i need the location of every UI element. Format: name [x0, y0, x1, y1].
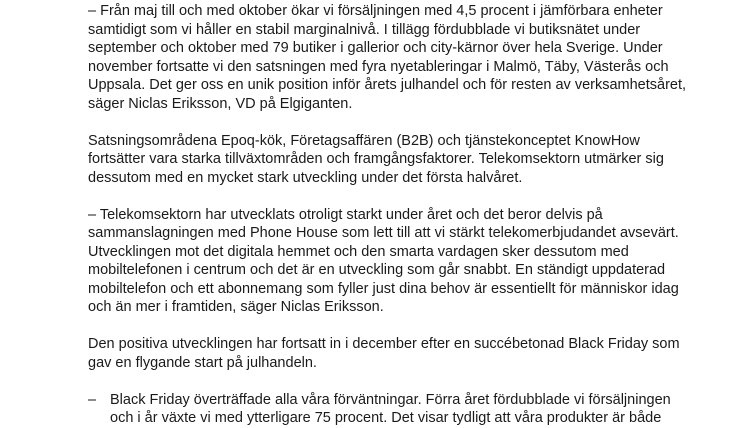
paragraph-december: Den positiva utvecklingen har fortsatt in i december efter en succébetonad Black Friday som gav en flygande start på julhandeln.: [88, 336, 680, 371]
bullet-black-friday: [88, 391, 688, 428]
bullet-text: Black Friday överträffade alla våra förväntningar. Förra året fördubblade vi försäljningen och i år växte vi med ytterligare 75 procent. Det visar tydligt att våra produkter är både: [110, 391, 671, 426]
document-body: [88, 2, 688, 428]
paragraph-telecom: – Telekomsektorn har utvecklats otroligt starkt under året och det beror delvis på sammanslagningen med Phone House som lett till att vi stärkt telekomerbjudandet avsevärt. Utvecklingen mot det digitala hemmet och den smarta vardagen sker dessutom med mobiltelefonen i centrum och det är en utveckling som går snabbt. En ständigt uppdaterad mobiltelefon och ett abonnemang som fyller just dina behov är essentiellt för människor idag och än mer i framtiden, säger Niclas Eriksson.: [88, 206, 679, 315]
paragraph-sales-growth: – Från maj till och med oktober ökar vi försäljningen med 4,5 procent i jämförbara enheter samtidigt som vi håller en stabil marginalnivå. I tillägg fördubblade vi butiksnätet under september och oktober med 79 butiker i gallerior och city-kärnor över hela Sverige. Under november fortsatte vi den satsningen med fyra nyetableringar i Malmö, Täby, Västerås och Uppsala. Det ger oss en unik position inför årets julhandel och för resten av verksamhetsåret, säger Niclas Eriksson, VD på Elgiganten.: [88, 3, 687, 112]
bullet-marker: –: [88, 391, 97, 408]
paragraph-focus-areas: Satsningsområdena Epoq-kök, Företagsaffären (B2B) och tjänstekonceptet KnowHow fortsätter vara starka tillväxtområden och framgångsfaktorer. Telekomsektorn utmärker sig dessutom med en mycket stark utveckling under det första halvåret.: [88, 132, 664, 186]
